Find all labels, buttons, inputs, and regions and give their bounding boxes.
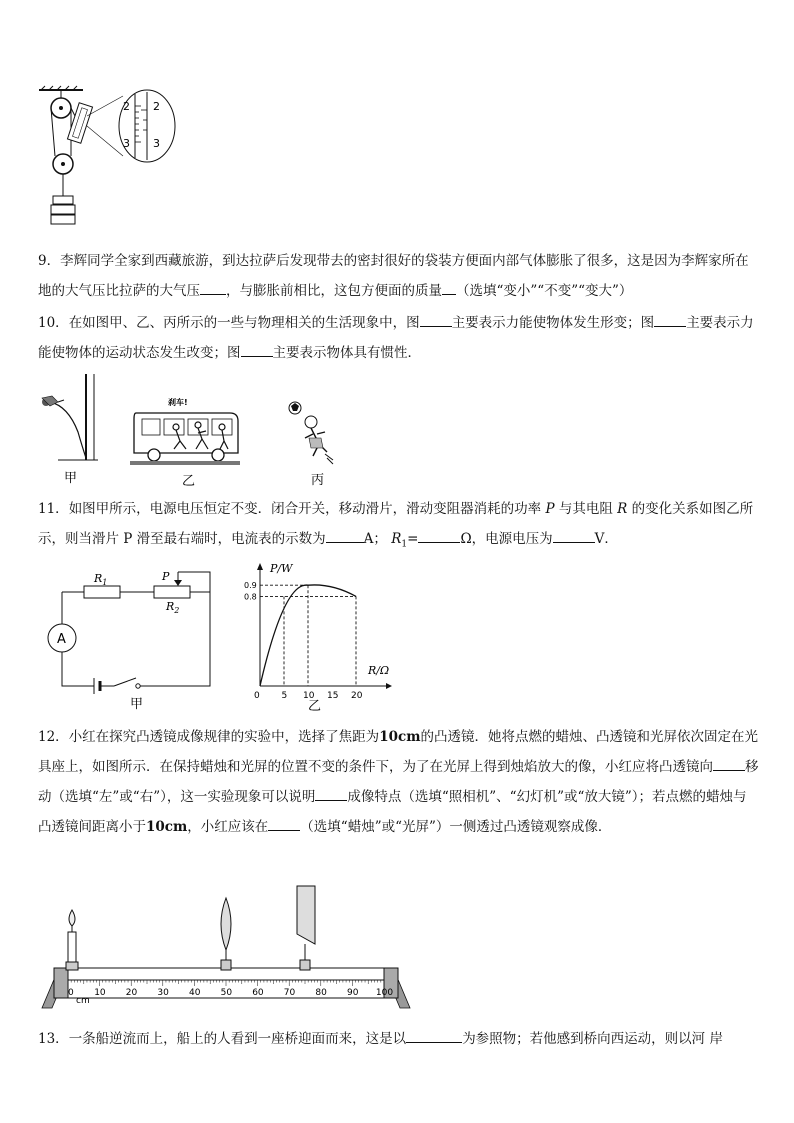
candle — [66, 910, 78, 970]
q11-text-a: 如图甲所示，电源电压恒定不变．闭合开关，移动滑片，滑动变阻器消耗的功率 — [68, 501, 542, 517]
graph-label-yi: 乙 — [308, 699, 322, 714]
bench-tick-label: 20 — [125, 988, 138, 998]
bench-tick-label: 70 — [283, 988, 296, 998]
q13-blank-1[interactable] — [406, 1028, 462, 1043]
q9-text-c: （选填“变小”“不变”“变大”） — [456, 283, 633, 299]
pulley-spring-scale-figure — [35, 86, 185, 236]
q12-number: 12． — [38, 729, 69, 745]
bus-sign: 刹车! — [168, 398, 188, 407]
q13-text-b: 为参照物；若他感到桥向西运动，则以河 岸 — [462, 1031, 723, 1047]
label-bing: 丙 — [311, 473, 325, 488]
graph-ylabel: P/W — [270, 562, 293, 575]
question-13 — [38, 1024, 760, 1054]
q9-blank-2[interactable] — [442, 280, 456, 295]
x-tick-label: 10 — [303, 691, 315, 701]
x-tick-label: 20 — [351, 691, 363, 701]
q11-sub-1: 1 — [401, 539, 408, 550]
q12-text-a: 小红在探究凸透镜成像规律的实验中，选择了焦距为 — [68, 729, 380, 745]
q12-text-d: 成像特点（选填“照相机”、“幻灯机”或“放大镜”）；若点燃的蜡烛与凸透镜间距离小于 — [38, 789, 747, 835]
r1-letter: R — [94, 572, 103, 585]
bench-tick-label: 0 — [68, 988, 74, 998]
q12-text-c: 移动（选填“左”或“右”），这一实验现象可以说明 — [38, 759, 759, 805]
q11-text-c: 的变化关系如图乙所示，则当滑片 P 滑至最右端时，电流表的示数为 — [38, 501, 754, 547]
y-tick-label: 0.8 — [244, 592, 257, 602]
scale-tick-3-right: 3 — [153, 137, 160, 150]
slider-p-label: P — [162, 570, 170, 583]
r1-sub: 1 — [102, 578, 108, 587]
q9-text-a: 李辉同学全家到西藏旅游，到达拉萨后发现带去的密封很好的袋装方便面内部气体膨胀了很多，这是因为李辉家所在地的大气压比拉萨的大气压 — [38, 253, 749, 299]
question-9 — [38, 246, 760, 306]
q11-blank-2[interactable] — [418, 528, 460, 543]
q11-text-d: A； — [363, 531, 387, 547]
question-12 — [38, 722, 760, 842]
light-screen — [297, 886, 315, 970]
x-tick-label: 5 — [281, 691, 288, 701]
q10-blank-3[interactable] — [241, 342, 273, 357]
graph-origin: 0 — [254, 691, 260, 701]
q10-text-d: 主要表示物体具有惯性． — [272, 345, 421, 361]
q10-number: 10． — [38, 315, 69, 331]
label-jia: 甲 — [64, 471, 78, 486]
bench-tick-label: 30 — [157, 988, 169, 998]
figure-yi-bus — [130, 395, 242, 490]
q11-var-r1: R — [391, 531, 402, 547]
ammeter-label: A — [57, 632, 66, 647]
q12-focal: 10cm — [379, 729, 421, 745]
figure-jia-bending — [38, 372, 108, 487]
convex-lens — [221, 898, 231, 970]
bench-tick-label: 50 — [220, 988, 233, 998]
bench-tick-label: 10 — [94, 988, 106, 998]
bench-tick-label: 90 — [347, 988, 359, 998]
q12-blank-1[interactable] — [713, 756, 745, 771]
bench-tick-label: 100 — [375, 988, 394, 998]
scale-tick-2-left: 2 — [123, 100, 130, 113]
q12-text-e: ，小红应该在 — [187, 819, 269, 835]
scale-tick-2-right: 2 — [153, 100, 160, 113]
bench-tick-label: 40 — [189, 988, 201, 998]
r2-label — [165, 600, 179, 615]
label-yi: 乙 — [182, 474, 196, 489]
r1-label — [93, 572, 107, 587]
q13-text-a: 一条船逆流而上，船上的人看到一座桥迎面而来，这是以 — [68, 1031, 407, 1047]
optical-bench-figure — [38, 882, 412, 1012]
q11-var-r: R — [617, 501, 628, 517]
power-resistance-graph — [240, 560, 400, 712]
q11-text-g: V． — [594, 531, 618, 547]
q12-text-b: 的凸透镜．她将点燃的蜡烛、凸透镜和光屏依次固定在光具座上，如图所示．在保持蜡烛和光屏的位置不变的条件下，为了在光屏上得到烛焰放大的像，小红应将凸透镜向 — [38, 729, 758, 775]
q10-text-b: 主要表示力能使物体发生形变；图 — [451, 315, 655, 331]
question-10 — [38, 308, 760, 368]
q13-number: 13． — [38, 1031, 69, 1047]
q11-number: 11． — [38, 501, 69, 517]
q9-text-b: ，与膨胀前相比，这包方便面的质量 — [226, 283, 442, 299]
q12-dist: 10cm — [146, 819, 188, 835]
q10-blank-2[interactable] — [654, 312, 686, 327]
q10-blank-1[interactable] — [420, 312, 452, 327]
r2-letter: R — [166, 600, 175, 613]
y-tick-label: 0.9 — [244, 581, 257, 591]
figure-bing-ball — [285, 398, 345, 488]
q11-text-f: Ω，电源电压为 — [460, 531, 553, 547]
q11-text-b: 与其电阻 — [558, 501, 613, 517]
circuit-diagram-jia — [44, 566, 216, 711]
r2-sub: 2 — [174, 606, 180, 615]
circuit-label-jia: 甲 — [130, 697, 144, 712]
rheostat-r2 — [154, 586, 190, 598]
bench-tick-label: 80 — [315, 988, 327, 998]
q10-text-c: 主要表示力能使物体的运动状态发生改变；图 — [38, 315, 754, 361]
graph-xlabel: R/Ω — [368, 664, 390, 677]
bench-tick-label: 60 — [252, 988, 264, 998]
q9-blank-1[interactable] — [200, 280, 226, 295]
q11-text-e: = — [407, 531, 419, 547]
question-11 — [38, 494, 760, 560]
q12-text-f: （选填“蜡烛”或“光屏”）一侧透过凸透镜观察成像． — [300, 819, 612, 835]
x-tick-label: 15 — [327, 691, 339, 701]
q11-blank-1[interactable] — [326, 528, 364, 543]
q11-var-p: P — [545, 501, 555, 517]
scale-tick-3-left: 3 — [123, 137, 130, 150]
q12-blank-2[interactable] — [315, 786, 347, 801]
bench-unit: cm — [76, 996, 90, 1006]
q10-text-a: 在如图甲、乙、丙所示的一些与物理相关的生活现象中，图 — [68, 315, 420, 331]
q12-blank-3[interactable] — [268, 816, 300, 831]
q9-number: 9． — [38, 253, 61, 269]
resistor-r1 — [84, 586, 120, 598]
q11-blank-3[interactable] — [553, 528, 595, 543]
